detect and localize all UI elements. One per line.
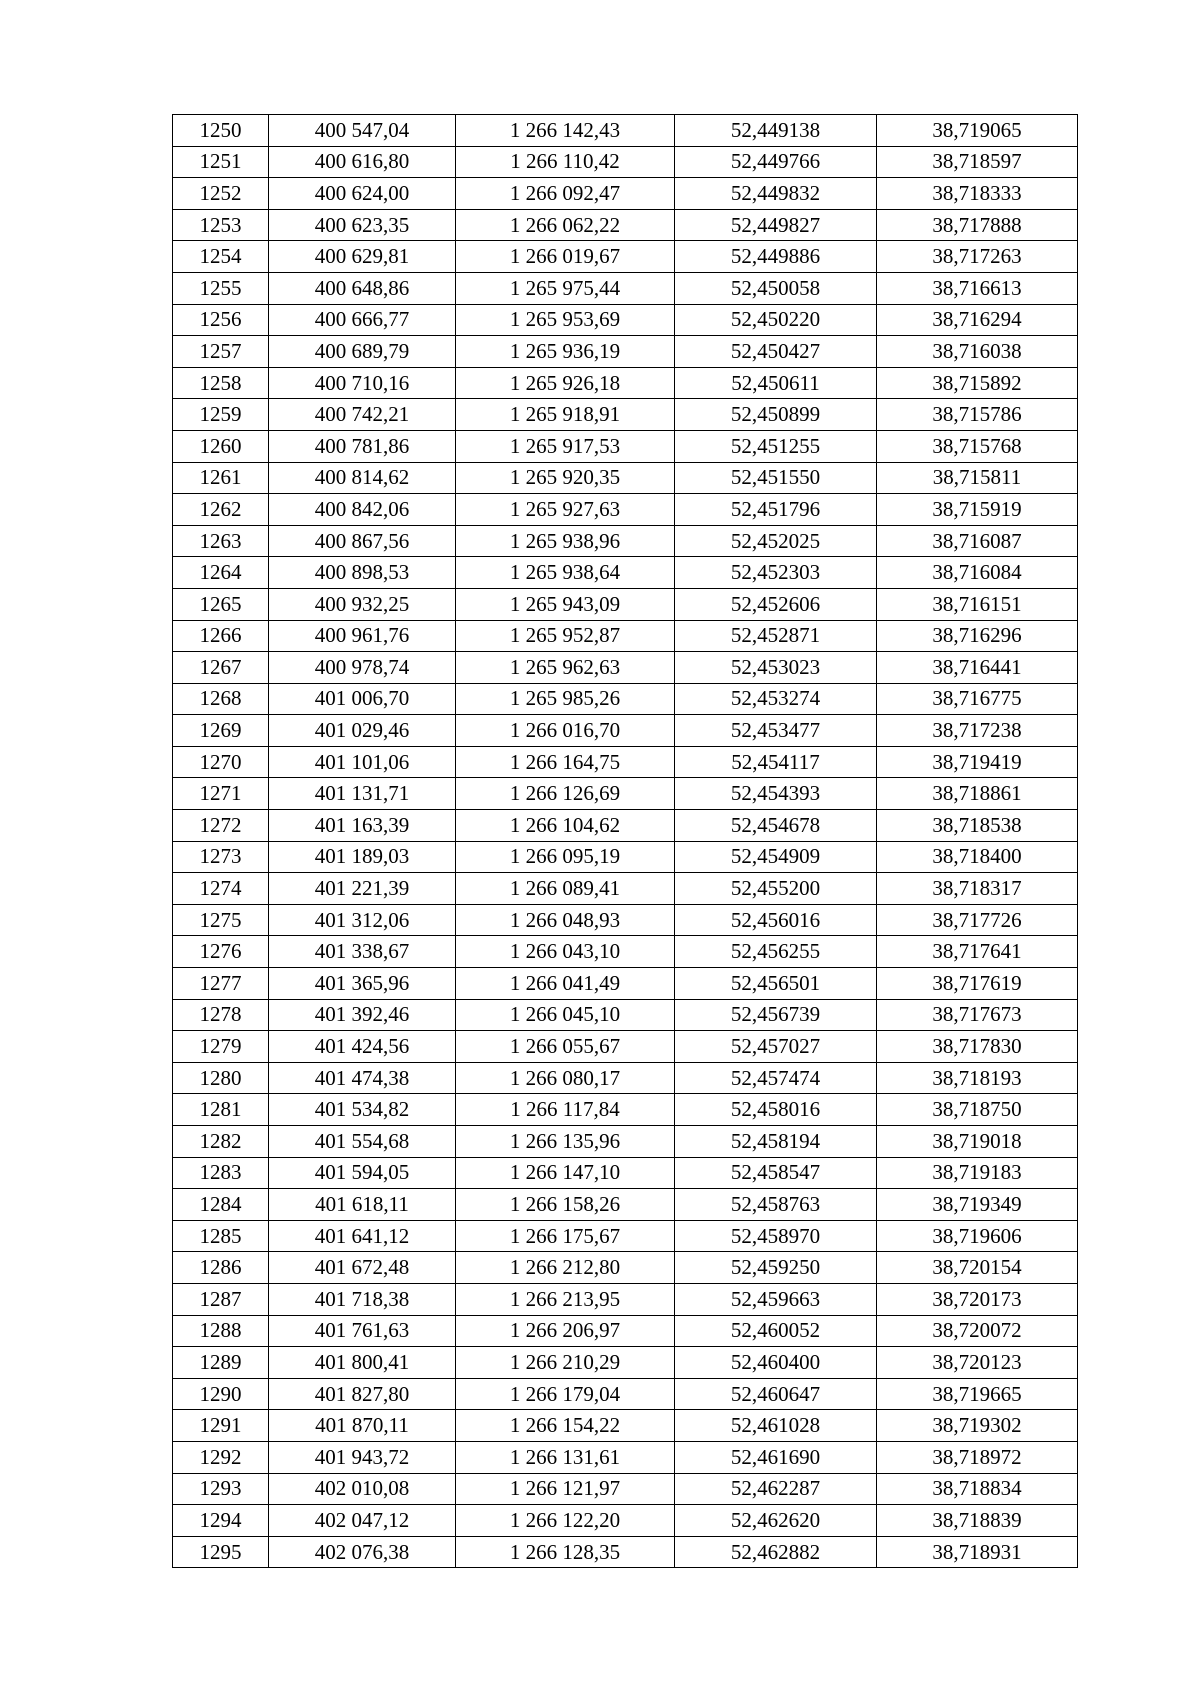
point-number-cell: 1276 <box>173 936 269 968</box>
longitude-cell: 38,719665 <box>877 1378 1078 1410</box>
latitude-cell: 52,457027 <box>675 1031 877 1063</box>
latitude-cell: 52,456255 <box>675 936 877 968</box>
table-row <box>173 1157 1078 1189</box>
latitude-cell: 52,452303 <box>675 557 877 589</box>
y-coordinate-cell: 1 265 975,44 <box>456 272 675 304</box>
latitude-cell: 52,449886 <box>675 241 877 273</box>
x-coordinate-cell: 402 076,38 <box>269 1536 456 1568</box>
longitude-cell: 38,717238 <box>877 715 1078 747</box>
y-coordinate-cell: 1 266 019,67 <box>456 241 675 273</box>
y-coordinate-cell: 1 266 089,41 <box>456 873 675 905</box>
x-coordinate-cell: 401 554,68 <box>269 1126 456 1158</box>
longitude-cell: 38,718861 <box>877 778 1078 810</box>
x-coordinate-cell: 400 648,86 <box>269 272 456 304</box>
x-coordinate-cell: 401 392,46 <box>269 999 456 1031</box>
latitude-cell: 52,456739 <box>675 999 877 1031</box>
latitude-cell: 52,459250 <box>675 1252 877 1284</box>
latitude-cell: 52,450220 <box>675 304 877 336</box>
longitude-cell: 38,717830 <box>877 1031 1078 1063</box>
longitude-cell: 38,716613 <box>877 272 1078 304</box>
table-row <box>173 304 1078 336</box>
table-row <box>173 146 1078 178</box>
point-number-cell: 1267 <box>173 652 269 684</box>
longitude-cell: 38,718333 <box>877 178 1078 210</box>
table-row <box>173 272 1078 304</box>
point-number-cell: 1260 <box>173 430 269 462</box>
latitude-cell: 52,458970 <box>675 1220 877 1252</box>
table-row <box>173 746 1078 778</box>
y-coordinate-cell: 1 265 927,63 <box>456 494 675 526</box>
longitude-cell: 38,718931 <box>877 1536 1078 1568</box>
table-row <box>173 115 1078 147</box>
longitude-cell: 38,718839 <box>877 1505 1078 1537</box>
point-number-cell: 1289 <box>173 1347 269 1379</box>
y-coordinate-cell: 1 266 213,95 <box>456 1283 675 1315</box>
table-row <box>173 999 1078 1031</box>
table-row <box>173 557 1078 589</box>
point-number-cell: 1274 <box>173 873 269 905</box>
x-coordinate-cell: 400 781,86 <box>269 430 456 462</box>
point-number-cell: 1270 <box>173 746 269 778</box>
y-coordinate-cell: 1 266 016,70 <box>456 715 675 747</box>
y-coordinate-cell: 1 266 128,35 <box>456 1536 675 1568</box>
x-coordinate-cell: 400 666,77 <box>269 304 456 336</box>
point-number-cell: 1279 <box>173 1031 269 1063</box>
y-coordinate-cell: 1 265 926,18 <box>456 367 675 399</box>
table-row <box>173 683 1078 715</box>
point-number-cell: 1281 <box>173 1094 269 1126</box>
x-coordinate-cell: 401 870,11 <box>269 1410 456 1442</box>
table-row <box>173 1378 1078 1410</box>
y-coordinate-cell: 1 266 122,20 <box>456 1505 675 1537</box>
longitude-cell: 38,720072 <box>877 1315 1078 1347</box>
y-coordinate-cell: 1 266 212,80 <box>456 1252 675 1284</box>
point-number-cell: 1295 <box>173 1536 269 1568</box>
latitude-cell: 52,458194 <box>675 1126 877 1158</box>
point-number-cell: 1284 <box>173 1189 269 1221</box>
point-number-cell: 1280 <box>173 1062 269 1094</box>
latitude-cell: 52,452606 <box>675 588 877 620</box>
longitude-cell: 38,717263 <box>877 241 1078 273</box>
longitude-cell: 38,716151 <box>877 588 1078 620</box>
coordinates-table-body <box>173 115 1078 1568</box>
longitude-cell: 38,719183 <box>877 1157 1078 1189</box>
x-coordinate-cell: 402 047,12 <box>269 1505 456 1537</box>
y-coordinate-cell: 1 265 920,35 <box>456 462 675 494</box>
y-coordinate-cell: 1 266 095,19 <box>456 841 675 873</box>
latitude-cell: 52,458016 <box>675 1094 877 1126</box>
table-row <box>173 1031 1078 1063</box>
y-coordinate-cell: 1 266 131,61 <box>456 1441 675 1473</box>
table-row <box>173 841 1078 873</box>
longitude-cell: 38,718400 <box>877 841 1078 873</box>
x-coordinate-cell: 401 338,67 <box>269 936 456 968</box>
longitude-cell: 38,718538 <box>877 810 1078 842</box>
y-coordinate-cell: 1 266 062,22 <box>456 209 675 241</box>
y-coordinate-cell: 1 266 154,22 <box>456 1410 675 1442</box>
x-coordinate-cell: 400 842,06 <box>269 494 456 526</box>
table-row <box>173 1062 1078 1094</box>
table-row <box>173 1315 1078 1347</box>
longitude-cell: 38,718317 <box>877 873 1078 905</box>
point-number-cell: 1259 <box>173 399 269 431</box>
latitude-cell: 52,462287 <box>675 1473 877 1505</box>
x-coordinate-cell: 400 978,74 <box>269 652 456 684</box>
latitude-cell: 52,449832 <box>675 178 877 210</box>
latitude-cell: 52,451255 <box>675 430 877 462</box>
x-coordinate-cell: 401 101,06 <box>269 746 456 778</box>
y-coordinate-cell: 1 266 080,17 <box>456 1062 675 1094</box>
point-number-cell: 1286 <box>173 1252 269 1284</box>
y-coordinate-cell: 1 266 041,49 <box>456 968 675 1000</box>
x-coordinate-cell: 401 365,96 <box>269 968 456 1000</box>
longitude-cell: 38,719606 <box>877 1220 1078 1252</box>
x-coordinate-cell: 400 623,35 <box>269 209 456 241</box>
y-coordinate-cell: 1 265 938,64 <box>456 557 675 589</box>
longitude-cell: 38,716038 <box>877 336 1078 368</box>
longitude-cell: 38,715811 <box>877 462 1078 494</box>
point-number-cell: 1291 <box>173 1410 269 1442</box>
y-coordinate-cell: 1 265 936,19 <box>456 336 675 368</box>
y-coordinate-cell: 1 265 943,09 <box>456 588 675 620</box>
point-number-cell: 1251 <box>173 146 269 178</box>
latitude-cell: 52,454117 <box>675 746 877 778</box>
y-coordinate-cell: 1 266 045,10 <box>456 999 675 1031</box>
latitude-cell: 52,450611 <box>675 367 877 399</box>
y-coordinate-cell: 1 265 952,87 <box>456 620 675 652</box>
point-number-cell: 1282 <box>173 1126 269 1158</box>
x-coordinate-cell: 401 943,72 <box>269 1441 456 1473</box>
point-number-cell: 1271 <box>173 778 269 810</box>
latitude-cell: 52,461690 <box>675 1441 877 1473</box>
x-coordinate-cell: 400 961,76 <box>269 620 456 652</box>
longitude-cell: 38,719302 <box>877 1410 1078 1442</box>
longitude-cell: 38,717619 <box>877 968 1078 1000</box>
point-number-cell: 1263 <box>173 525 269 557</box>
longitude-cell: 38,715919 <box>877 494 1078 526</box>
table-row <box>173 588 1078 620</box>
latitude-cell: 52,462882 <box>675 1536 877 1568</box>
point-number-cell: 1269 <box>173 715 269 747</box>
latitude-cell: 52,454393 <box>675 778 877 810</box>
longitude-cell: 38,715768 <box>877 430 1078 462</box>
point-number-cell: 1261 <box>173 462 269 494</box>
longitude-cell: 38,718597 <box>877 146 1078 178</box>
point-number-cell: 1287 <box>173 1283 269 1315</box>
point-number-cell: 1283 <box>173 1157 269 1189</box>
table-row <box>173 1536 1078 1568</box>
latitude-cell: 52,453023 <box>675 652 877 684</box>
table-row <box>173 810 1078 842</box>
x-coordinate-cell: 400 898,53 <box>269 557 456 589</box>
latitude-cell: 52,450899 <box>675 399 877 431</box>
y-coordinate-cell: 1 266 206,97 <box>456 1315 675 1347</box>
x-coordinate-cell: 401 594,05 <box>269 1157 456 1189</box>
point-number-cell: 1268 <box>173 683 269 715</box>
longitude-cell: 38,719419 <box>877 746 1078 778</box>
latitude-cell: 52,456501 <box>675 968 877 1000</box>
x-coordinate-cell: 401 131,71 <box>269 778 456 810</box>
x-coordinate-cell: 401 474,38 <box>269 1062 456 1094</box>
table-row <box>173 1126 1078 1158</box>
point-number-cell: 1264 <box>173 557 269 589</box>
latitude-cell: 52,462620 <box>675 1505 877 1537</box>
table-row <box>173 1473 1078 1505</box>
table-row <box>173 968 1078 1000</box>
x-coordinate-cell: 400 710,16 <box>269 367 456 399</box>
y-coordinate-cell: 1 266 092,47 <box>456 178 675 210</box>
x-coordinate-cell: 401 672,48 <box>269 1252 456 1284</box>
latitude-cell: 52,449766 <box>675 146 877 178</box>
latitude-cell: 52,453274 <box>675 683 877 715</box>
point-number-cell: 1257 <box>173 336 269 368</box>
y-coordinate-cell: 1 265 918,91 <box>456 399 675 431</box>
table-row <box>173 209 1078 241</box>
x-coordinate-cell: 401 618,11 <box>269 1189 456 1221</box>
longitude-cell: 38,715786 <box>877 399 1078 431</box>
point-number-cell: 1273 <box>173 841 269 873</box>
latitude-cell: 52,452025 <box>675 525 877 557</box>
x-coordinate-cell: 400 547,04 <box>269 115 456 147</box>
y-coordinate-cell: 1 266 048,93 <box>456 904 675 936</box>
point-number-cell: 1252 <box>173 178 269 210</box>
y-coordinate-cell: 1 266 158,26 <box>456 1189 675 1221</box>
table-row <box>173 1252 1078 1284</box>
table-row <box>173 1347 1078 1379</box>
longitude-cell: 38,716296 <box>877 620 1078 652</box>
longitude-cell: 38,716084 <box>877 557 1078 589</box>
y-coordinate-cell: 1 265 938,96 <box>456 525 675 557</box>
table-row <box>173 873 1078 905</box>
table-row <box>173 936 1078 968</box>
x-coordinate-cell: 400 624,00 <box>269 178 456 210</box>
y-coordinate-cell: 1 266 147,10 <box>456 1157 675 1189</box>
latitude-cell: 52,451550 <box>675 462 877 494</box>
y-coordinate-cell: 1 266 142,43 <box>456 115 675 147</box>
table-row <box>173 904 1078 936</box>
x-coordinate-cell: 401 424,56 <box>269 1031 456 1063</box>
latitude-cell: 52,459663 <box>675 1283 877 1315</box>
point-number-cell: 1265 <box>173 588 269 620</box>
x-coordinate-cell: 401 534,82 <box>269 1094 456 1126</box>
y-coordinate-cell: 1 265 917,53 <box>456 430 675 462</box>
table-row <box>173 1505 1078 1537</box>
latitude-cell: 52,449827 <box>675 209 877 241</box>
table-row <box>173 1410 1078 1442</box>
point-number-cell: 1253 <box>173 209 269 241</box>
table-row <box>173 367 1078 399</box>
coordinates-table <box>172 114 1078 1568</box>
latitude-cell: 52,454909 <box>675 841 877 873</box>
table-row <box>173 494 1078 526</box>
longitude-cell: 38,716441 <box>877 652 1078 684</box>
y-coordinate-cell: 1 266 043,10 <box>456 936 675 968</box>
longitude-cell: 38,717888 <box>877 209 1078 241</box>
y-coordinate-cell: 1 266 164,75 <box>456 746 675 778</box>
longitude-cell: 38,718193 <box>877 1062 1078 1094</box>
x-coordinate-cell: 401 641,12 <box>269 1220 456 1252</box>
table-row <box>173 178 1078 210</box>
point-number-cell: 1254 <box>173 241 269 273</box>
point-number-cell: 1288 <box>173 1315 269 1347</box>
table-row <box>173 1441 1078 1473</box>
latitude-cell: 52,455200 <box>675 873 877 905</box>
y-coordinate-cell: 1 266 210,29 <box>456 1347 675 1379</box>
point-number-cell: 1292 <box>173 1441 269 1473</box>
x-coordinate-cell: 401 827,80 <box>269 1378 456 1410</box>
y-coordinate-cell: 1 266 126,69 <box>456 778 675 810</box>
longitude-cell: 38,719349 <box>877 1189 1078 1221</box>
x-coordinate-cell: 401 221,39 <box>269 873 456 905</box>
latitude-cell: 52,450427 <box>675 336 877 368</box>
table-row <box>173 430 1078 462</box>
y-coordinate-cell: 1 266 104,62 <box>456 810 675 842</box>
longitude-cell: 38,718834 <box>877 1473 1078 1505</box>
point-number-cell: 1272 <box>173 810 269 842</box>
table-row <box>173 525 1078 557</box>
longitude-cell: 38,716294 <box>877 304 1078 336</box>
x-coordinate-cell: 401 800,41 <box>269 1347 456 1379</box>
y-coordinate-cell: 1 265 953,69 <box>456 304 675 336</box>
table-row <box>173 241 1078 273</box>
latitude-cell: 52,460647 <box>675 1378 877 1410</box>
point-number-cell: 1277 <box>173 968 269 1000</box>
x-coordinate-cell: 402 010,08 <box>269 1473 456 1505</box>
x-coordinate-cell: 401 006,70 <box>269 683 456 715</box>
y-coordinate-cell: 1 266 055,67 <box>456 1031 675 1063</box>
y-coordinate-cell: 1 266 179,04 <box>456 1378 675 1410</box>
table-row <box>173 462 1078 494</box>
x-coordinate-cell: 400 689,79 <box>269 336 456 368</box>
longitude-cell: 38,716087 <box>877 525 1078 557</box>
point-number-cell: 1293 <box>173 1473 269 1505</box>
x-coordinate-cell: 400 814,62 <box>269 462 456 494</box>
x-coordinate-cell: 401 189,03 <box>269 841 456 873</box>
x-coordinate-cell: 401 163,39 <box>269 810 456 842</box>
table-row <box>173 399 1078 431</box>
x-coordinate-cell: 400 742,21 <box>269 399 456 431</box>
longitude-cell: 38,717673 <box>877 999 1078 1031</box>
x-coordinate-cell: 400 629,81 <box>269 241 456 273</box>
latitude-cell: 52,454678 <box>675 810 877 842</box>
point-number-cell: 1278 <box>173 999 269 1031</box>
longitude-cell: 38,717726 <box>877 904 1078 936</box>
point-number-cell: 1275 <box>173 904 269 936</box>
longitude-cell: 38,720154 <box>877 1252 1078 1284</box>
longitude-cell: 38,718972 <box>877 1441 1078 1473</box>
y-coordinate-cell: 1 265 985,26 <box>456 683 675 715</box>
y-coordinate-cell: 1 266 121,97 <box>456 1473 675 1505</box>
table-row <box>173 652 1078 684</box>
longitude-cell: 38,718750 <box>877 1094 1078 1126</box>
latitude-cell: 52,458547 <box>675 1157 877 1189</box>
y-coordinate-cell: 1 266 135,96 <box>456 1126 675 1158</box>
y-coordinate-cell: 1 265 962,63 <box>456 652 675 684</box>
latitude-cell: 52,453477 <box>675 715 877 747</box>
point-number-cell: 1294 <box>173 1505 269 1537</box>
latitude-cell: 52,460400 <box>675 1347 877 1379</box>
latitude-cell: 52,449138 <box>675 115 877 147</box>
x-coordinate-cell: 401 761,63 <box>269 1315 456 1347</box>
table-row <box>173 1283 1078 1315</box>
longitude-cell: 38,720123 <box>877 1347 1078 1379</box>
latitude-cell: 52,456016 <box>675 904 877 936</box>
latitude-cell: 52,451796 <box>675 494 877 526</box>
point-number-cell: 1256 <box>173 304 269 336</box>
table-row <box>173 1189 1078 1221</box>
y-coordinate-cell: 1 266 117,84 <box>456 1094 675 1126</box>
longitude-cell: 38,719018 <box>877 1126 1078 1158</box>
y-coordinate-cell: 1 266 110,42 <box>456 146 675 178</box>
longitude-cell: 38,719065 <box>877 115 1078 147</box>
table-row <box>173 1220 1078 1252</box>
table-row <box>173 336 1078 368</box>
latitude-cell: 52,458763 <box>675 1189 877 1221</box>
x-coordinate-cell: 400 932,25 <box>269 588 456 620</box>
point-number-cell: 1290 <box>173 1378 269 1410</box>
x-coordinate-cell: 400 616,80 <box>269 146 456 178</box>
point-number-cell: 1266 <box>173 620 269 652</box>
longitude-cell: 38,717641 <box>877 936 1078 968</box>
latitude-cell: 52,461028 <box>675 1410 877 1442</box>
x-coordinate-cell: 401 029,46 <box>269 715 456 747</box>
x-coordinate-cell: 401 312,06 <box>269 904 456 936</box>
x-coordinate-cell: 401 718,38 <box>269 1283 456 1315</box>
point-number-cell: 1250 <box>173 115 269 147</box>
longitude-cell: 38,715892 <box>877 367 1078 399</box>
table-row <box>173 1094 1078 1126</box>
longitude-cell: 38,720173 <box>877 1283 1078 1315</box>
table-row <box>173 778 1078 810</box>
point-number-cell: 1255 <box>173 272 269 304</box>
y-coordinate-cell: 1 266 175,67 <box>456 1220 675 1252</box>
table-row <box>173 620 1078 652</box>
point-number-cell: 1262 <box>173 494 269 526</box>
point-number-cell: 1285 <box>173 1220 269 1252</box>
x-coordinate-cell: 400 867,56 <box>269 525 456 557</box>
latitude-cell: 52,452871 <box>675 620 877 652</box>
latitude-cell: 52,460052 <box>675 1315 877 1347</box>
point-number-cell: 1258 <box>173 367 269 399</box>
table-row <box>173 715 1078 747</box>
latitude-cell: 52,450058 <box>675 272 877 304</box>
latitude-cell: 52,457474 <box>675 1062 877 1094</box>
longitude-cell: 38,716775 <box>877 683 1078 715</box>
